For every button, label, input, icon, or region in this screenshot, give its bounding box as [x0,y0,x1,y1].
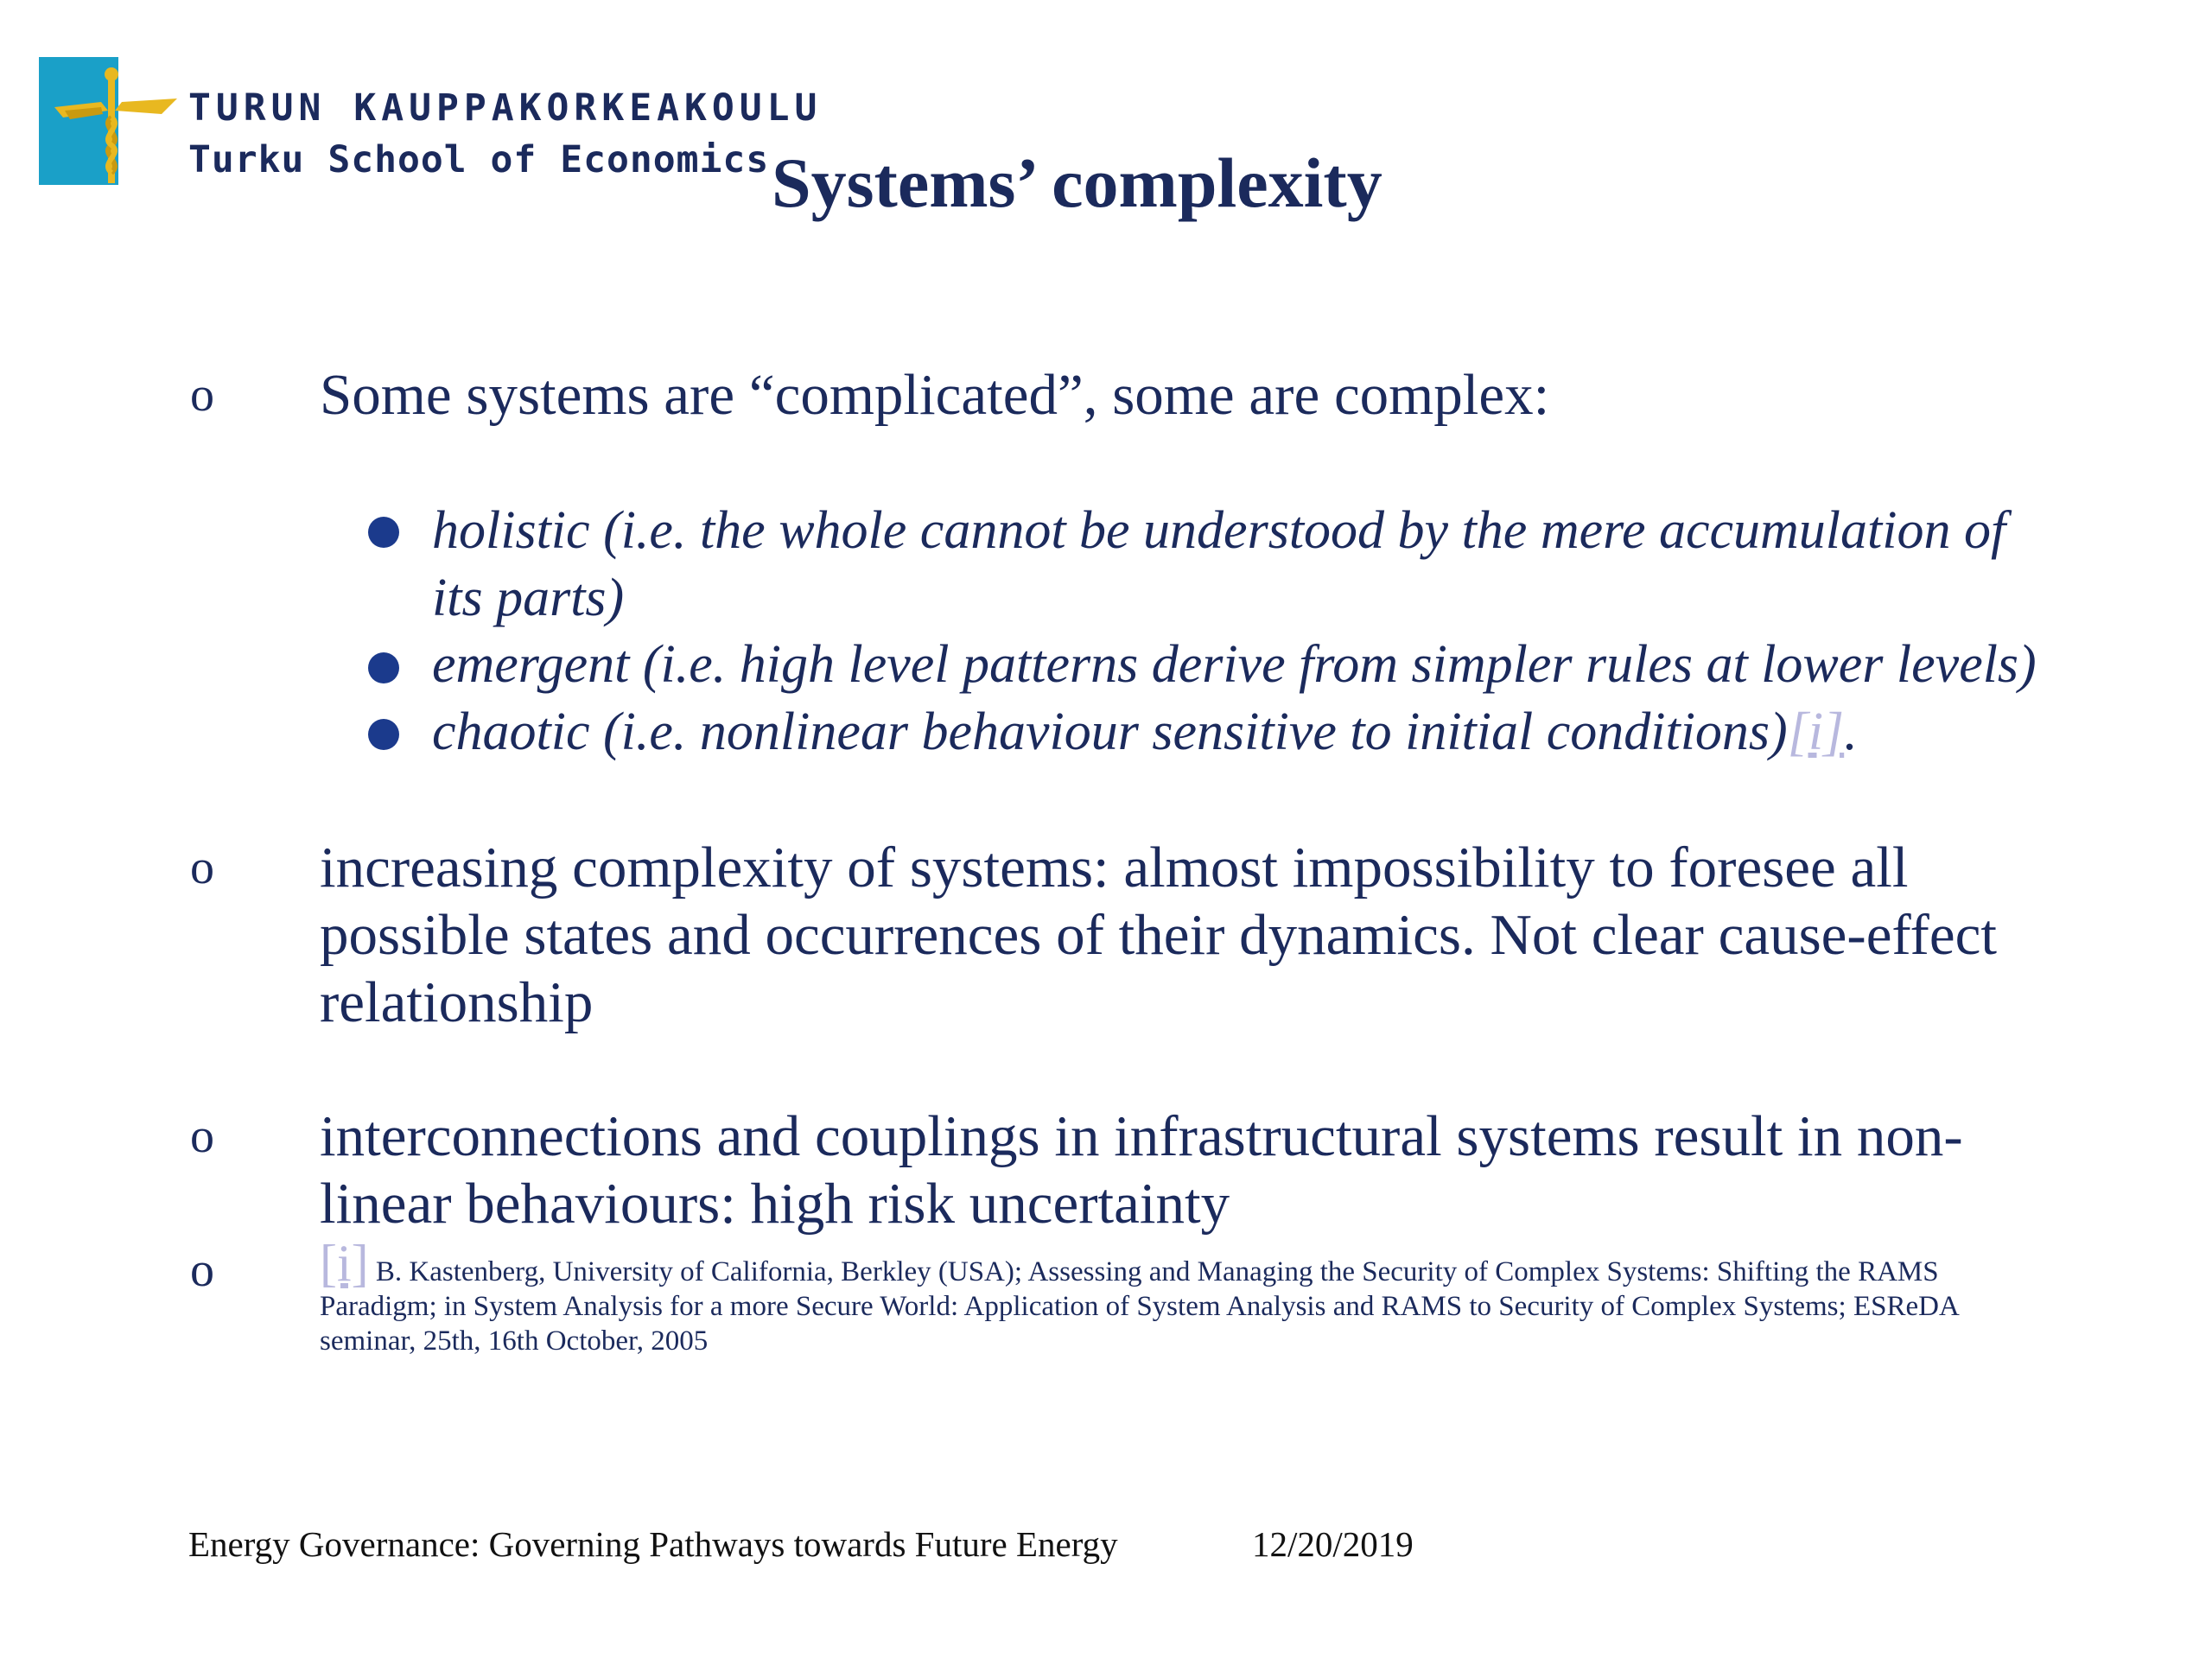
logo-name-english: Turku School of Economics [188,138,770,181]
bullet-marker: o [190,841,214,894]
footnote-reference-link[interactable]: [i] [1787,702,1845,761]
bullet-marker: o [190,1243,214,1297]
slide-title: Systems’ complexity [772,143,1382,222]
footer-presentation-title: Energy Governance: Governing Pathways towards Future Energy [188,1524,1118,1564]
sub-bullet-label: chaotic [432,702,590,761]
sub-bullet-label: emergent [432,635,630,694]
university-logo [39,57,179,185]
sub-bullet-item [432,631,2056,698]
footnote-citation [320,1237,2013,1358]
logo-name-finnish: TURUN KAUPPAKORKEAKOULU [188,86,823,130]
sub-bullet-detail: (i.e. the whole cannot be understood by the mere accumulation of its parts) [432,501,2006,627]
bullet-marker: o [190,368,214,422]
footnote-text: B. Kastenberg, University of California, Berkley (USA); Assessing and Managing the Security of Complex Systems: Shifting the RAMS Paradigm; in System Analysis for a more Secure World: Application of System Analysis and RAMS to Security of Complex Systems; ESReDA seminar, 25th, 16th October, 2005 [320,1256,1958,1357]
caduceus-emblem-icon [39,57,179,185]
sub-bullet-item [432,497,2056,632]
bullet-text: Some systems are “complicated”, some are complex: [320,363,1550,427]
bullet-text: increasing complexity of systems: almost impossibility to foresee all possible states and occurrences of their dynamics. Not clear cause-effect relationship [320,836,1997,1034]
sub-bullet-item [432,698,2056,766]
sub-bullet-detail: (i.e. high level patterns derive from simpler rules at lower levels) [642,635,2037,694]
footer-date: 12/20/2019 [1252,1524,1414,1564]
bullet-text: interconnections and couplings in infrastructural systems result in non-linear behaviours: high risk uncertainty [320,1104,1963,1236]
sub-bullet-label: holistic [432,501,590,560]
sub-bullet-dot [368,652,399,683]
sub-bullet-end: . [1844,702,1858,761]
sub-bullet-dot [368,517,399,548]
sub-bullet-detail: (i.e. nonlinear behaviour sensitive to initial conditions) [603,702,1788,761]
bullet-marker: o [190,1109,214,1163]
sub-bullet-dot [368,719,399,750]
footnote-reference-link[interactable]: [i] [320,1235,369,1292]
